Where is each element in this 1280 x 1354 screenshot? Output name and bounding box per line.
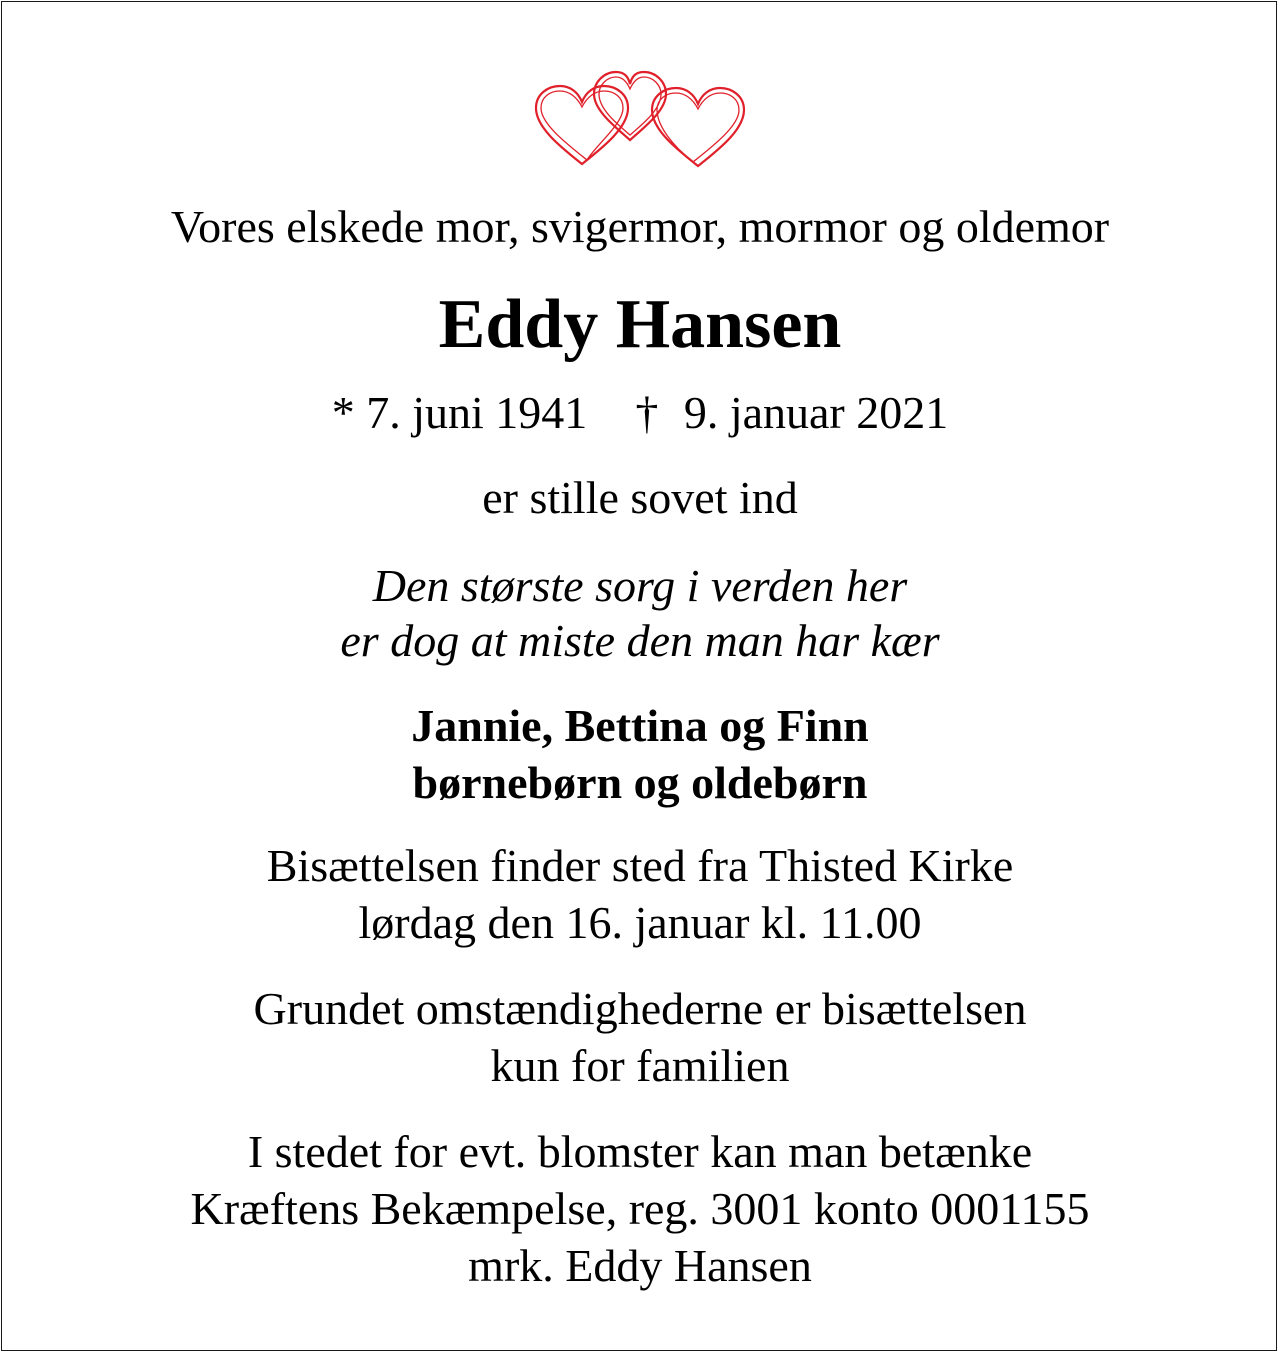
death-symbol: † — [635, 387, 659, 438]
notice-line: kun for familien — [490, 1040, 790, 1091]
passing-line: er stille sovet ind — [482, 472, 798, 523]
deceased-name: Eddy Hansen — [438, 286, 842, 363]
funeral-line: Bisættelsen finder sted fra Thisted Kirke — [266, 840, 1014, 891]
notice-line: Grundet omstændighederne er bisættelsen — [253, 983, 1027, 1034]
verse-line: Den største sorg i verden her — [372, 560, 908, 611]
intro-line: Vores elskede mor, svigermor, mormor og oldemor — [170, 201, 1110, 252]
family-line: Jannie, Bettina og Finn — [411, 700, 869, 751]
death-date: 9. januar 2021 — [683, 387, 949, 438]
verse-line: er dog at miste den man har kær — [340, 615, 940, 666]
birth-date: 7. juni 1941 — [366, 387, 588, 438]
donation-line: I stedet for evt. blomster kan man betænke — [247, 1126, 1033, 1177]
family-line: børnebørn og oldebørn — [412, 757, 868, 808]
donation-line: Kræftens Bekæmpelse, reg. 3001 konto 0001155 — [190, 1183, 1090, 1234]
life-dates — [0, 387, 1280, 438]
intertwined-hearts-icon — [530, 62, 754, 172]
donation-line: mrk. Eddy Hansen — [468, 1240, 812, 1291]
funeral-line: lørdag den 16. januar kl. 11.00 — [358, 897, 922, 948]
birth-symbol: * — [331, 387, 355, 438]
